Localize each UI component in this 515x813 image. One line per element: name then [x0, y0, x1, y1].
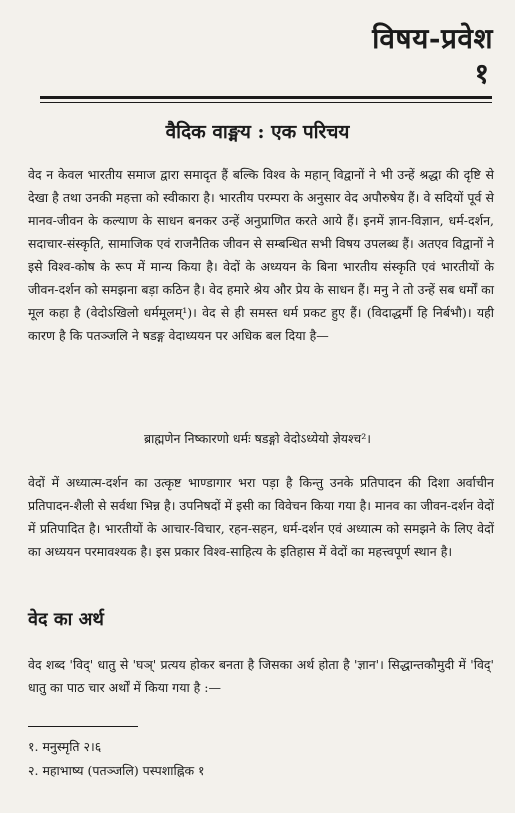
chapter-title: वैदिक वाङ्मय : एक परिचय — [165, 121, 350, 143]
footnote-rule — [28, 726, 138, 727]
section-heading: वेद का अर्थ — [28, 609, 104, 630]
shloka-quote: ब्राह्मणेन निष्कारणो धर्मः षडङ्गो वेदोऽध्येयो ज्ञेयश्च²। — [144, 431, 371, 446]
paragraph-adhyatma: वेदों में अध्यात्म-दर्शन का उत्कृष्ट भाण्डागार भरा पड़ा है किन्तु उनके प्रतिपादन की दिशा अर्वाचीन प्रतिपादन-शैली से सर्वथा भिन्न है। उपनिषदों में इसी का विवेचन किया गया है। मानव का जीवन-दर्शन वेदों में प्रतिपादित है। भारतीयों के आचार-विचार, रहन-सहन, धर्म-दर्शन एवं अध्यात्म को समझने के लिए वेदों का अध्ययन परमावश्यक है। इस प्रकार विश्व-साहित्य के इतिहास में वेदों का महत्त्वपूर्ण स्थान है। — [28, 474, 494, 559]
paragraph-veda-meaning: वेद शब्द 'विद्' धातु से 'घञ्' प्रत्यय होकर बनता है जिसका अर्थ होता है 'ज्ञान'। सिद्धान्तकौमुदी में 'विद्' धातु का पाठ चार अर्थों में किया गया है :— — [28, 656, 494, 695]
paragraph-intro: वेद न केवल भारतीय समाज द्वारा समादृत हैं बल्कि विश्व के महान् विद्वानों ने भी उन्हें श्रद्धा की दृष्टि से देखा है तथा उनकी महत्ता को स्वीकारा है। भारतीय परम्परा के अनुसार वेद अपौरुषेय हैं। वे सदियों पूर्व से मानव-जीवन के कल्याण के साधन बनकर उन्हें अनुप्राणित करते आये हैं। इनमें ज्ञान-विज्ञान, धर्म-दर्शन, सदाचार-संस्कृति, सामाजिक एवं राजनैतिक जीवन से सम्बन्धित सभी विषय उपलब्ध हैं। अतएव विद्वानों ने इसे विश्व-कोष के रूप में मान्य किया है। वेदों के अध्ययन के बिना भारतीय संस्कृति एवं भारतीयों के जीवन-दर्शन को समझना बड़ा कठिन है। वेद हमारे श्रेय और प्रेय के साधन हैं। मनु ने तो उन्हें सब धर्मों का मूल कहा है (वेदोऽखिलो धर्ममूलम्¹)। वेद से ही समस्त धर्म प्रकट हुए हैं। (विदाद्धर्मौ हि निर्बभौ)। यही कारण है कि पतञ्जलि ने षडङ्ग वेदाध्ययन पर अधिक बल दिया है— — [28, 166, 494, 343]
footnote-2: २. महाभाष्य (पतञ्जलि) पस्पशाह्निक १ — [28, 763, 205, 778]
running-head: विषय-प्रवेश — [372, 22, 493, 55]
header-rule — [40, 96, 492, 99]
header-rule-thin — [40, 102, 492, 103]
footnote-1: १. मनुस्मृति २।६ — [28, 739, 102, 754]
page-number: १ — [474, 57, 489, 90]
